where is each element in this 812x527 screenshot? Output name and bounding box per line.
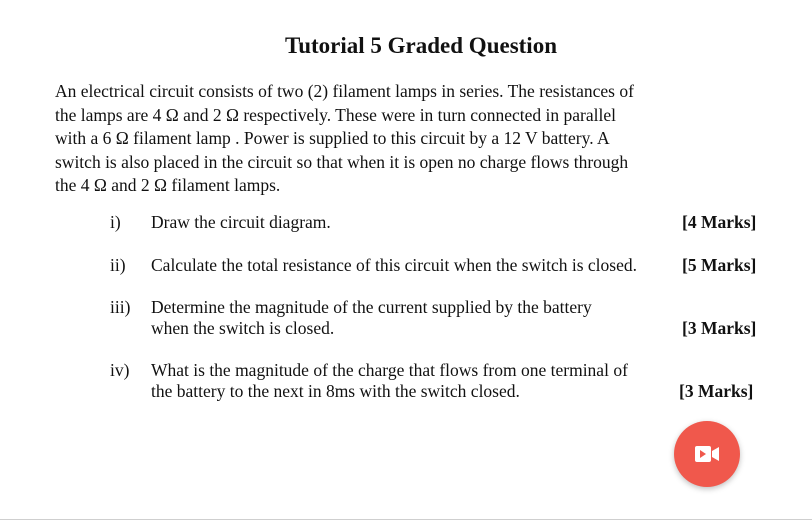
bottom-divider — [0, 519, 812, 520]
record-video-button[interactable] — [674, 421, 740, 487]
question-text: Calculate the total resistance of this circuit when the switch is closed. — [151, 255, 637, 275]
intro-line: with a 6 Ω filament lamp . Power is supplied to this circuit by a 12 V battery. A — [55, 128, 610, 148]
question-marks: [3 Marks] — [682, 318, 757, 338]
intro-line: switch is also placed in the circuit so that when it is open no charge flows through — [55, 151, 629, 172]
question-number: ii) — [110, 255, 126, 275]
question-marks: [5 Marks] — [682, 255, 757, 275]
intro-line: An electrical circuit consists of two (2) filament lamps in series. The resistances of — [55, 81, 634, 101]
question-text: Draw the circuit diagram. — [151, 212, 331, 232]
question-text: when the switch is closed. — [151, 318, 335, 338]
question-text: the battery to the next in 8ms with the switch closed. — [151, 381, 520, 401]
intro-line: the lamps are 4 Ω and 2 Ω respectively. These were in turn connected in parallel — [55, 104, 617, 125]
question-number: iii) — [110, 297, 131, 317]
question-text: What is the magnitude of the charge that flows from one terminal of — [151, 360, 628, 380]
video-camera-icon — [694, 441, 720, 467]
question-text: Determine the magnitude of the current supplied by the battery — [151, 297, 592, 317]
intro-paragraph — [55, 80, 695, 198]
question-number: i) — [110, 212, 121, 232]
question-marks: [4 Marks] — [682, 212, 757, 232]
intro-line: the 4 Ω and 2 Ω filament lamps. — [55, 175, 281, 195]
question-marks: [3 Marks] — [679, 381, 754, 401]
question-number: iv) — [110, 360, 130, 380]
page-title: Tutorial 5 Graded Question — [285, 33, 557, 58]
